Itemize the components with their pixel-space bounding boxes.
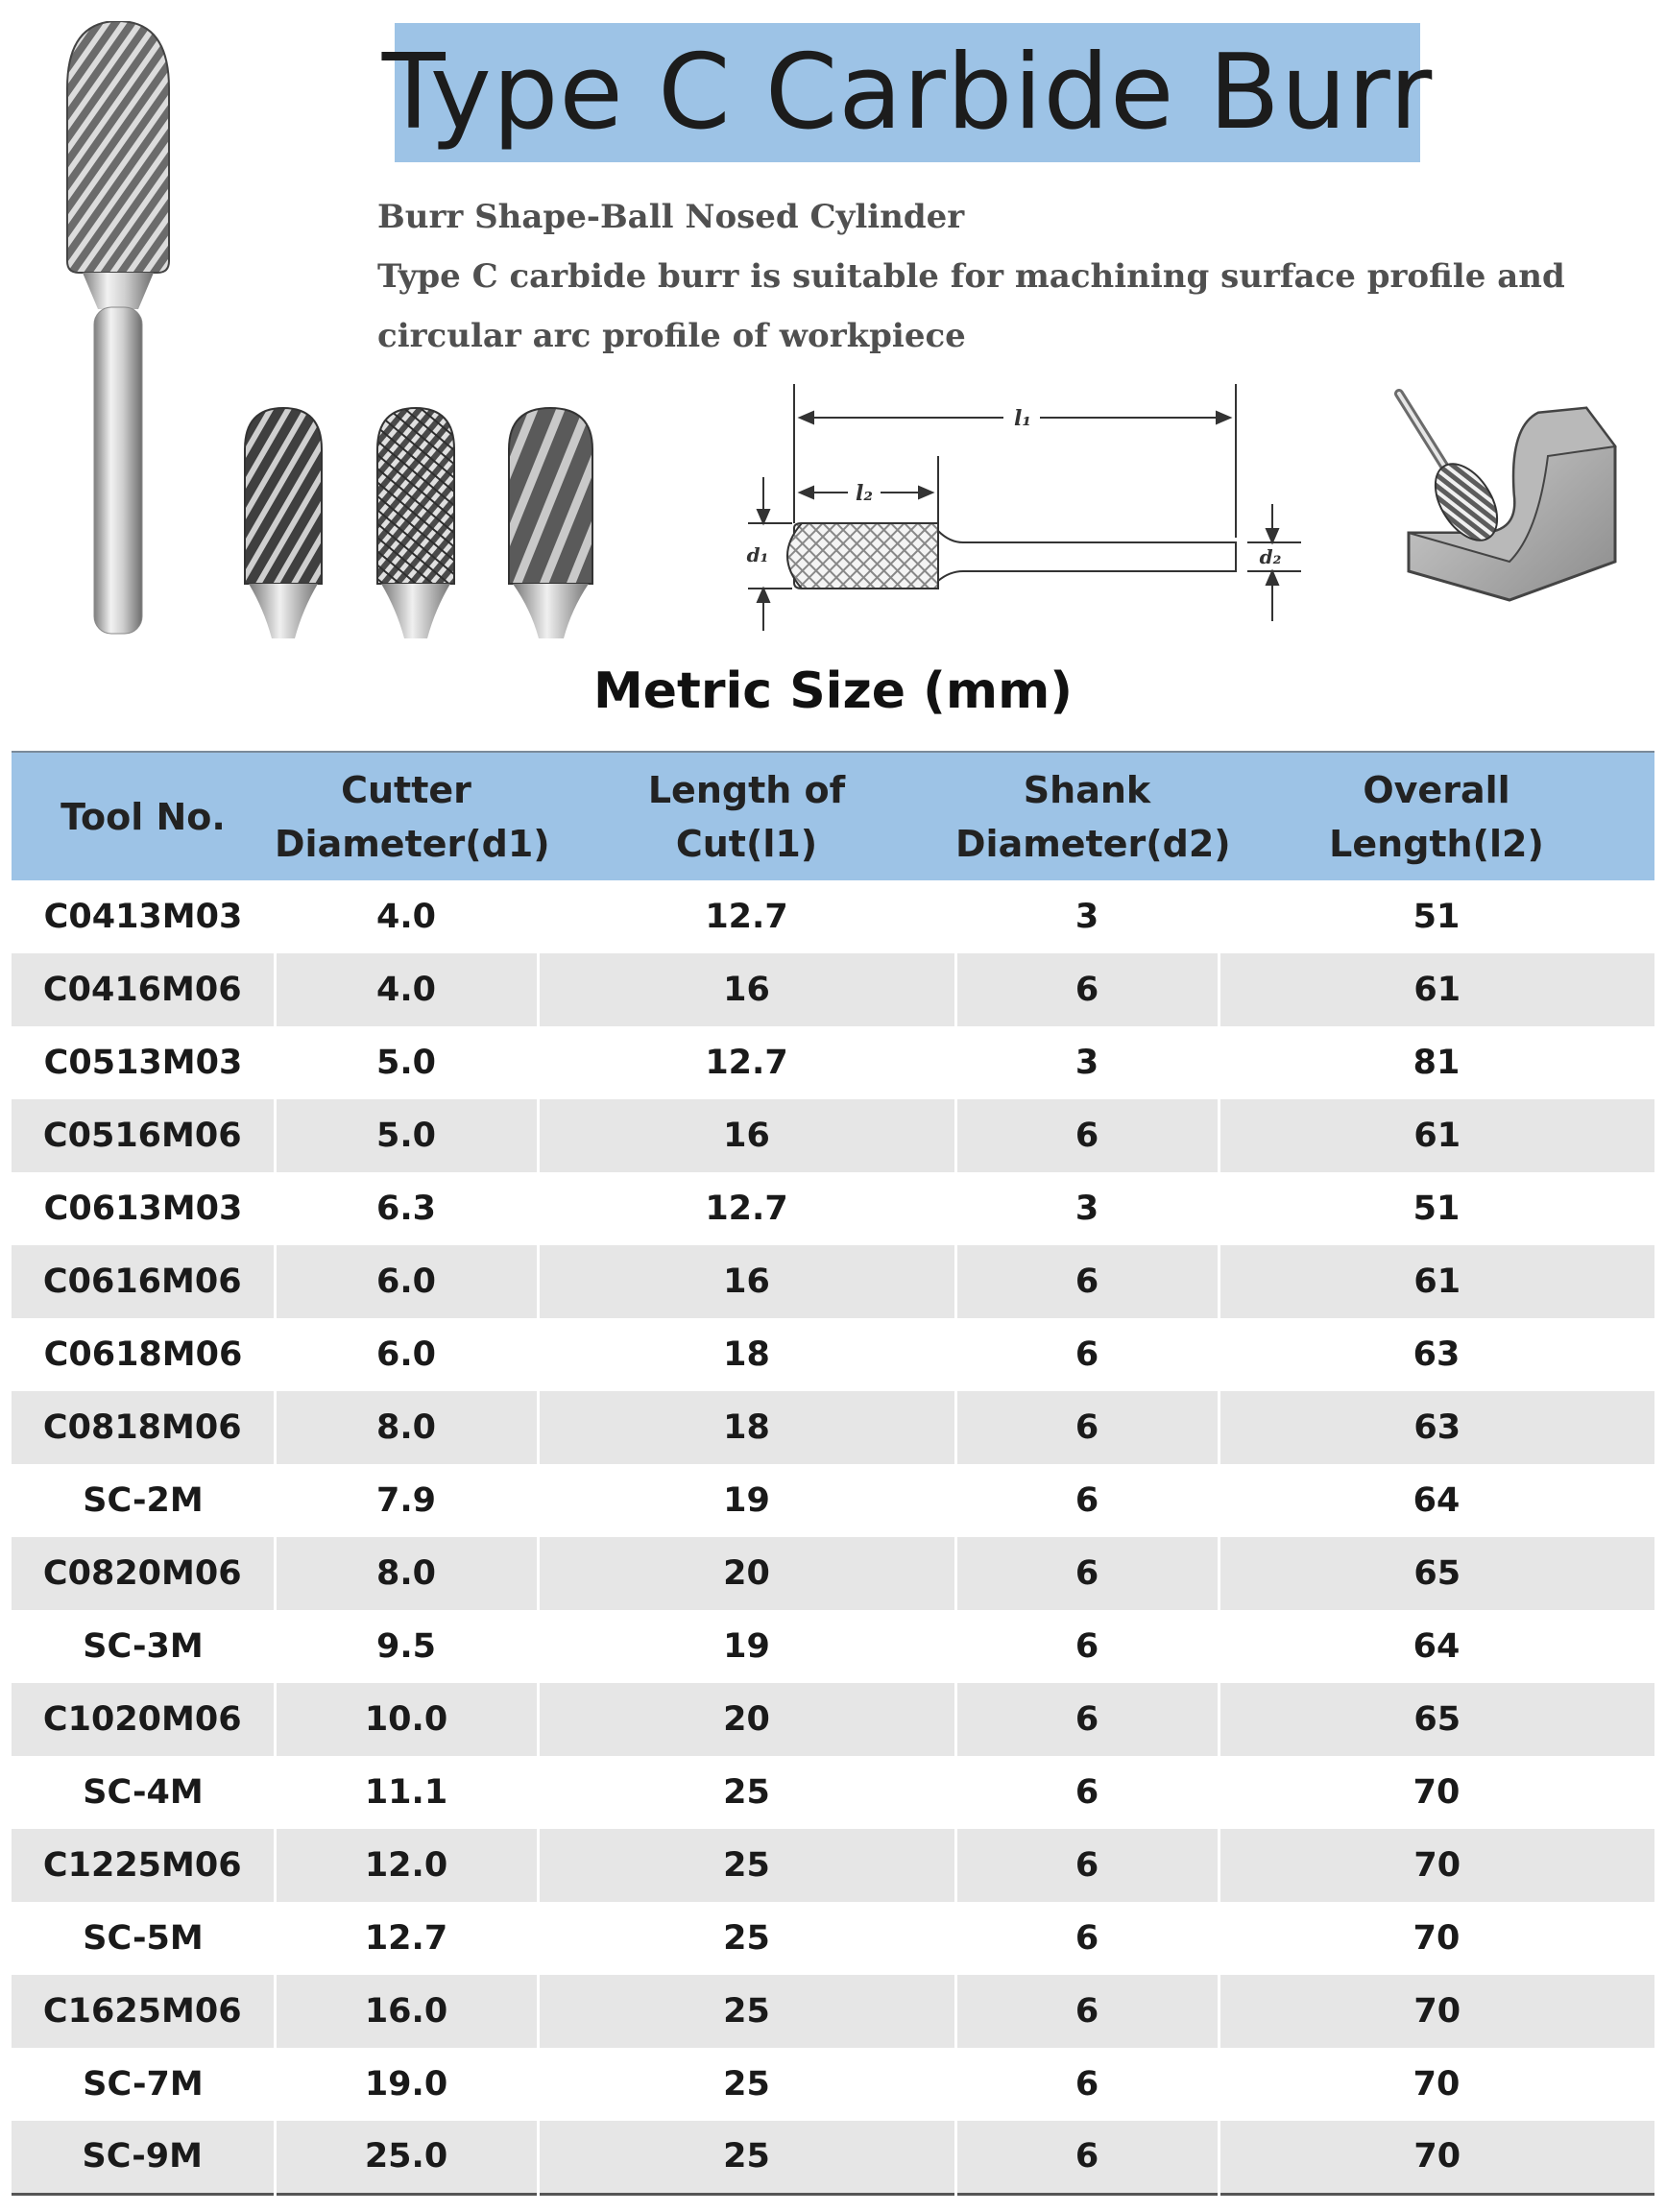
cell-length-of-cut: 16	[538, 1245, 955, 1318]
cell-overall-length: 51	[1412, 898, 1461, 936]
cell-cutter-diameter: 12.7	[364, 1919, 448, 1958]
cell-tool-no: C1625M06	[42, 1992, 242, 2031]
cell-length-of-cut: 19	[723, 1627, 770, 1666]
cell-length-of-cut: 25	[723, 1919, 770, 1958]
cell-cutter-diameter: 6.3	[375, 1190, 436, 1228]
cell-length-of-cut: 16	[538, 1099, 955, 1172]
cell-shank-diameter: 6	[955, 1099, 1219, 1172]
cell-shank-diameter: 6	[955, 1537, 1219, 1610]
table-row	[12, 1902, 1654, 1975]
page-title: Type C Carbide Burr	[381, 33, 1434, 153]
description-line-usage-2: circular arc profile of workpiece	[377, 317, 966, 355]
burr-heads-image	[235, 403, 605, 638]
cell-tool-no: SC-7M	[83, 2065, 204, 2104]
column-header-cutter-diameter	[275, 752, 550, 880]
cell-shank-diameter: 3	[1074, 1190, 1099, 1228]
cell-overall-length: 70	[1219, 2121, 1654, 2194]
column-header-tool-no	[12, 752, 275, 880]
cell-tool-no: C1225M06	[42, 1846, 242, 1885]
product-description	[377, 187, 1565, 366]
cell-length-of-cut: 18	[538, 1391, 955, 1464]
cell-cutter-diameter: 9.5	[375, 1627, 436, 1666]
column-header-line: Shank	[1023, 768, 1151, 811]
cell-length-of-cut: 12.7	[705, 898, 788, 936]
cell-shank-diameter: 6	[955, 1683, 1219, 1756]
cell-overall-length: 64	[1412, 1627, 1461, 1666]
cell-tool-no: C0618M06	[43, 1335, 243, 1374]
table-row	[12, 1537, 1654, 1610]
cell-overall-length: 64	[1412, 1481, 1461, 1520]
table-row	[12, 2121, 1654, 2194]
cell-tool-no: C0516M06	[42, 1117, 242, 1155]
column-header-line: Cutter	[341, 768, 471, 811]
column-header-shank-diameter	[955, 752, 1231, 880]
cell-overall-length: 81	[1412, 1044, 1461, 1082]
cell-length-of-cut: 25	[538, 1975, 955, 2048]
cell-cutter-diameter: 6.0	[275, 1245, 538, 1318]
title-banner	[381, 23, 1434, 162]
cell-shank-diameter: 6	[955, 1829, 1219, 1902]
cell-overall-length: 70	[1412, 2065, 1461, 2104]
cell-cutter-diameter: 8.0	[275, 1391, 538, 1464]
label-d2: d₂	[1259, 545, 1282, 568]
cell-tool-no: C0818M06	[42, 1408, 242, 1447]
cell-length-of-cut: 25	[723, 1773, 770, 1812]
cell-tool-no: C0613M03	[43, 1190, 243, 1228]
table-row	[12, 1756, 1654, 1829]
cell-cutter-diameter: 11.1	[364, 1773, 448, 1812]
cell-shank-diameter: 6	[1074, 1919, 1099, 1958]
table-row	[12, 953, 1654, 1026]
column-header-line: Cut(l1)	[675, 822, 818, 865]
cell-length-of-cut: 20	[538, 1537, 955, 1610]
column-header-overall-length	[1219, 752, 1654, 880]
cell-cutter-diameter: 4.0	[275, 953, 538, 1026]
column-header-line: Overall	[1363, 768, 1510, 811]
table-row	[12, 1099, 1654, 1172]
tall-burr-head	[67, 21, 169, 273]
table-row	[12, 1245, 1654, 1318]
cell-cutter-diameter: 7.9	[375, 1481, 436, 1520]
table-row	[12, 1610, 1654, 1683]
table-header	[12, 752, 1654, 880]
cell-cutter-diameter: 10.0	[275, 1683, 538, 1756]
cell-overall-length: 51	[1412, 1190, 1461, 1228]
diagram-burr-shank	[938, 531, 1236, 581]
description-line-shape: Burr Shape-Ball Nosed Cylinder	[377, 198, 965, 236]
cell-tool-no: C0616M06	[42, 1262, 242, 1301]
cell-shank-diameter: 6	[1074, 1335, 1099, 1374]
cell-cutter-diameter: 6.0	[375, 1335, 436, 1374]
burr-tall-image	[56, 21, 181, 636]
cell-overall-length: 70	[1219, 1975, 1654, 2048]
cell-length-of-cut: 19	[723, 1481, 770, 1520]
table-row	[12, 1464, 1654, 1537]
table-row	[12, 1829, 1654, 1902]
tall-burr-neck	[83, 273, 154, 309]
cell-shank-diameter: 6	[955, 2121, 1219, 2194]
column-header-line: Diameter(d1)	[275, 822, 550, 865]
table-row	[12, 1026, 1654, 1099]
cell-length-of-cut: 16	[538, 953, 955, 1026]
cell-tool-no: C1020M06	[42, 1700, 242, 1739]
table-row	[12, 880, 1654, 953]
cell-overall-length: 70	[1412, 1919, 1461, 1958]
tall-burr-shank	[94, 307, 142, 634]
cell-overall-length: 65	[1219, 1537, 1654, 1610]
cell-length-of-cut: 25	[723, 2065, 770, 2104]
cell-length-of-cut: 25	[538, 1829, 955, 1902]
cell-cutter-diameter: 4.0	[375, 898, 436, 936]
cell-length-of-cut: 12.7	[705, 1190, 788, 1228]
cell-length-of-cut: 20	[538, 1683, 955, 1756]
cell-overall-length: 70	[1412, 1773, 1461, 1812]
cell-cutter-diameter: 19.0	[364, 2065, 448, 2104]
table-row	[12, 1318, 1654, 1391]
cell-overall-length: 61	[1219, 953, 1654, 1026]
cell-tool-no: SC-5M	[83, 1919, 204, 1958]
cell-cutter-diameter: 8.0	[275, 1537, 538, 1610]
cell-overall-length: 63	[1412, 1335, 1461, 1374]
cell-tool-no: C0513M03	[43, 1044, 243, 1082]
burr-head-2	[377, 408, 454, 638]
cell-tool-no: C0416M06	[42, 971, 242, 1009]
cell-length-of-cut: 12.7	[705, 1044, 788, 1082]
column-header-length-of-cut	[538, 752, 955, 880]
cell-tool-no: SC-2M	[83, 1481, 204, 1520]
section-title: Metric Size (mm)	[592, 662, 1074, 720]
table-body	[12, 880, 1654, 2194]
table-row	[12, 1975, 1654, 2048]
cell-shank-diameter: 6	[955, 953, 1219, 1026]
cell-overall-length: 63	[1219, 1391, 1654, 1464]
cell-shank-diameter: 6	[955, 1975, 1219, 2048]
dimension-diagram	[735, 379, 1311, 634]
cell-shank-diameter: 6	[1074, 2065, 1099, 2104]
cell-length-of-cut: 18	[723, 1335, 770, 1374]
cell-tool-no: SC-4M	[83, 1773, 204, 1812]
cell-shank-diameter: 6	[1074, 1627, 1099, 1666]
cell-overall-length: 65	[1219, 1683, 1654, 1756]
cell-length-of-cut: 25	[538, 2121, 955, 2194]
cell-tool-no: C0820M06	[42, 1554, 242, 1593]
diagram-burr-head	[794, 523, 938, 589]
label-d1: d₁	[746, 543, 769, 566]
column-header-line: Length of	[647, 768, 846, 811]
description-line-usage-1: Type C carbide burr is suitable for machining surface profile and	[377, 257, 1565, 296]
burr-head-1	[245, 408, 322, 638]
cell-cutter-diameter: 16.0	[275, 1975, 538, 2048]
cell-overall-length: 61	[1219, 1099, 1654, 1172]
cell-overall-length: 70	[1219, 1829, 1654, 1902]
column-header-line: Tool No.	[60, 795, 226, 838]
machining-illustration	[1394, 389, 1620, 605]
cell-cutter-diameter: 5.0	[375, 1044, 436, 1082]
cell-tool-no: C0413M03	[43, 898, 243, 936]
cell-shank-diameter: 6	[1074, 1481, 1099, 1520]
cell-cutter-diameter: 12.0	[275, 1829, 538, 1902]
cell-shank-diameter: 3	[1074, 1044, 1099, 1082]
label-l2: l₂	[856, 481, 873, 506]
table-row	[12, 2048, 1654, 2121]
cell-tool-no: SC-3M	[83, 1627, 204, 1666]
table-row	[12, 1391, 1654, 1464]
cell-tool-no: SC-9M	[82, 2137, 203, 2176]
spec-table	[12, 751, 1654, 2196]
table-row	[12, 1172, 1654, 1245]
cell-cutter-diameter: 25.0	[275, 2121, 538, 2194]
column-header-line: Length(l2)	[1329, 822, 1544, 865]
column-header-line: Diameter(d2)	[955, 822, 1231, 865]
label-l1: l₁	[1014, 406, 1031, 431]
table-row	[12, 1683, 1654, 1756]
cell-overall-length: 61	[1219, 1245, 1654, 1318]
cell-shank-diameter: 6	[1074, 1773, 1099, 1812]
cell-cutter-diameter: 5.0	[275, 1099, 538, 1172]
cell-shank-diameter: 3	[1074, 898, 1099, 936]
cell-shank-diameter: 6	[955, 1391, 1219, 1464]
burr-head-3	[509, 408, 592, 638]
cell-shank-diameter: 6	[955, 1245, 1219, 1318]
header-row	[12, 752, 1654, 880]
